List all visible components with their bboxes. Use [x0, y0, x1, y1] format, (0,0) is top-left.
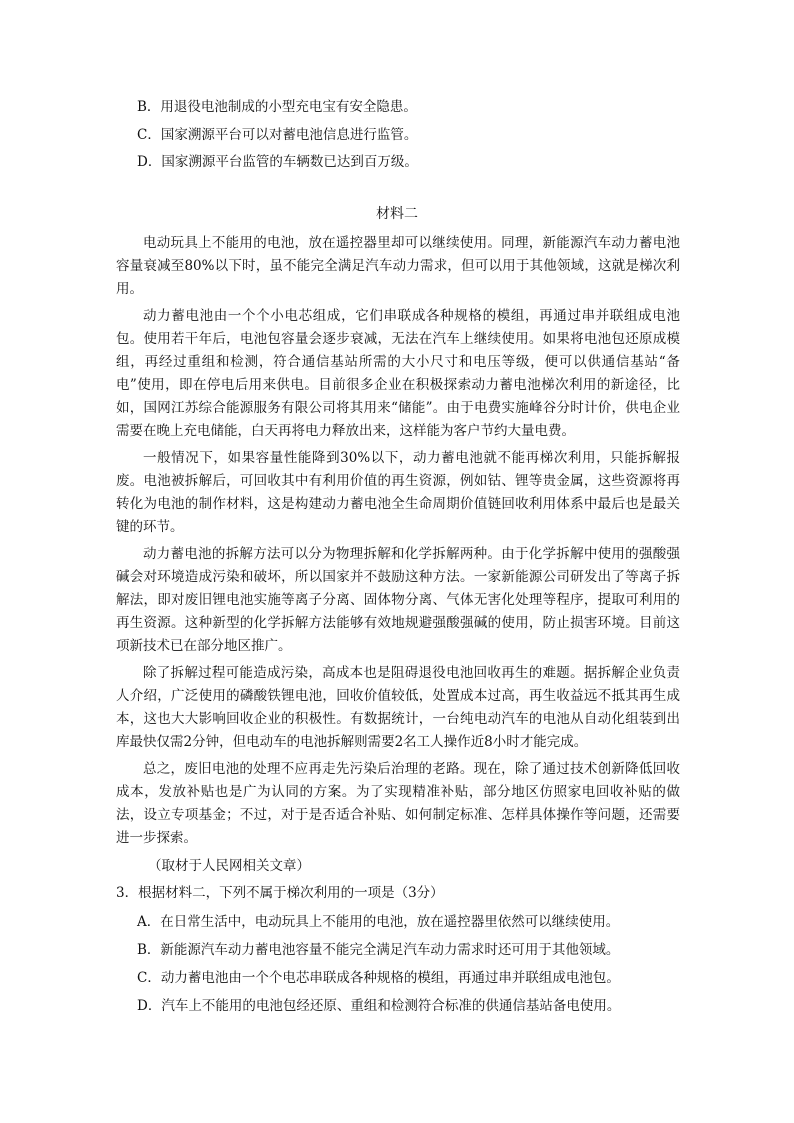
- paragraph: 动力蓄电池由一个个小电芯组成，它们串联成各种规格的模组，再通过串并联组成电池包。使用若干年后，电池包容量会逐步衰减，无法在汽车上继续使用。如果将电池包还原成模组，再经过重组和检测，符合通信基站所需的大小尺寸和电压等级，便可以供通信基站“备电”使用，即在停电后用来供电。目前很多企业在积极探索动力蓄电池梯次利用的新途径，比如，国网江苏综合能源服务有限公司将其用来“储能”。由于电费实施峰谷分时计价，供电企业需要在晚上充电储能，白天再将电力释放出来，这样能为客户节约大量电费。: [116, 308, 680, 439]
- paragraph: 总之，废旧电池的处理不应再走先污染后治理的老路。现在，除了通过技术创新降低回收成本，发放补贴也是广为认同的方案。为了实现精准补贴，部分地区仿照家电回收补贴的做法，设立专项基金；不过，对于是否适合补贴、如何制定标准、怎样具体操作等问题，还需要进一步探索。: [116, 761, 680, 846]
- paragraph: 动力蓄电池的拆解方法可以分为物理拆解和化学拆解两种。由于化学拆解中使用的强酸强碱会对环境造成污染和破坏，所以国家并不鼓励这种方法。一家新能源公司研发出了等离子拆解法，即对废旧锂电池实施等离子分离、固体物分离、气体无害化处理等程序，提取可利用的再生资源。这种新型的化学拆解方法能够有效地规避强酸强碱的使用，防止损害环境。目前这项新技术已在部分地区推广。: [116, 546, 680, 654]
- paragraph: 电动玩具上不能用的电池，放在遥控器里却可以继续使用。同理，新能源汽车动力蓄电池容量衰减至80%以下时，虽不能完全满足汽车动力需求，但可以用于其他领域，这就是梯次利用。: [116, 235, 680, 297]
- option-c-previous: C．国家溯源平台可以对蓄电池信息进行监管。: [137, 127, 418, 143]
- section-title: 材料二: [376, 206, 418, 222]
- source-citation: （取材于人民网相关文章）: [148, 858, 310, 874]
- question-option-b: B．新能源汽车动力蓄电池容量不能完全满足汽车动力需求时还可用于其他领域。: [137, 942, 620, 958]
- question-option-c: C．动力蓄电池由一个个电芯串联成各种规格的模组，再通过串并联组成电池包。: [137, 970, 620, 986]
- question-option-d: D．汽车上不能用的电池包经还原、重组和检测符合标准的供通信基站备电使用。: [137, 998, 621, 1014]
- paragraph: 一般情况下，如果容量性能降到30%以下，动力蓄电池就不能再梯次利用，只能拆解报废。电池被拆解后，可回收其中有利用价值的再生资源，例如钴、锂等贵金属，这些资源将再转化为电池的制作材料，这是构建动力蓄电池全生命周期价值链回收利用体系中最后也是最关键的环节。: [116, 450, 680, 535]
- question-stem: 3．根据材料二，下列不属于梯次利用的一项是（3分）: [116, 885, 444, 901]
- material-body: [116, 232, 680, 854]
- paragraph: 除了拆解过程可能造成污染，高成本也是阻碍退役电池回收再生的难题。据拆解企业负责人介绍，广泛使用的磷酸铁锂电池，回收价值较低，处置成本过高，再生收益远不抵其再生成本，这也大大影响回收企业的积极性。有数据统计，一台纯电动汽车的电池从自动化组装到出库最快仅需2分钟，但电动车的电池拆解则需要2名工人操作近8小时才能完成。: [116, 665, 680, 750]
- option-d-previous: D．国家溯源平台监管的车辆数已达到百万级。: [137, 154, 418, 170]
- question-option-a: A．在日常生活中，电动玩具上不能用的电池，放在遥控器里依然可以继续使用。: [137, 914, 620, 930]
- option-b-previous: B．用退役电池制成的小型充电宝有安全隐患。: [137, 99, 417, 115]
